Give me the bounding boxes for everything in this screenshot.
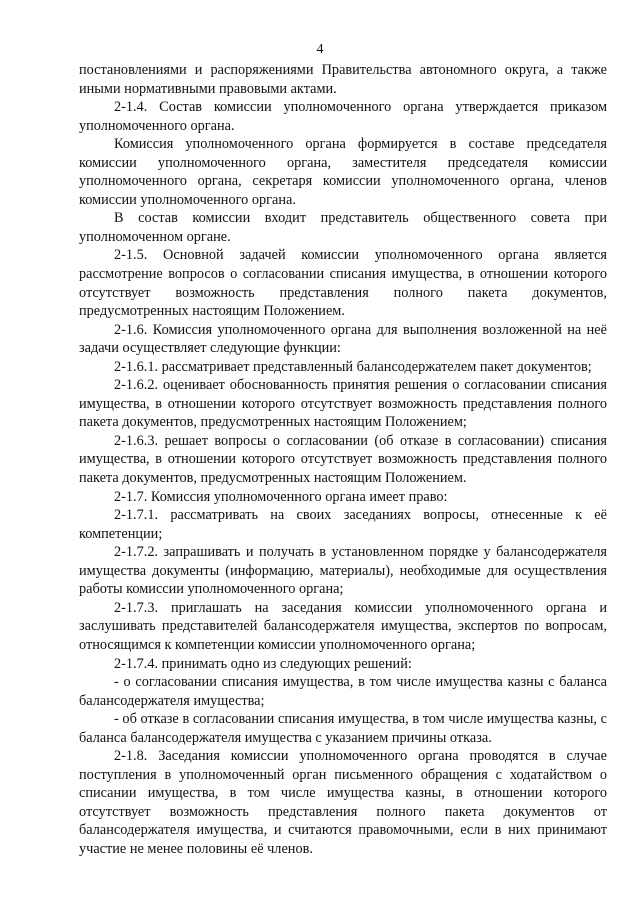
paragraph-2-1-6-1: 2-1.6.1. рассматривает представленный балансодержателем пакет документов;: [114, 358, 592, 375]
paragraph-2-1-6: 2-1.6. Комиссия уполномоченного органа для выполнения возложенной на неё задачи осуществляет следующие функции:: [79, 321, 607, 357]
paragraph-2-1-6-2: 2-1.6.2. оценивает обоснованность принятия решения о согласовании списания имущества, в отношении которого отсутствует возможность представления полного пакета документов, предусмотренных настоящим Положением;: [79, 377, 607, 431]
paragraph-commission-composition: Комиссия уполномоченного органа формируется в составе председателя комиссии уполномоченного органа, заместителя председателя комиссии уполномоченного органа, секретаря комиссии уполномоченного органа, членов комиссии уполномоченного органа.: [79, 136, 607, 208]
paragraph-public-council: В состав комиссии входит представитель общественного совета при уполномоченном органе.: [79, 210, 607, 245]
list-item-approval: - о согласовании списания имущества, в том числе имущества казны с баланса балансодержателя имущества;: [79, 674, 607, 709]
paragraph-2-1-6-3: 2-1.6.3. решает вопросы о согласовании (об отказе в согласовании) списания имущества, в отношении которого отсутствует возможность представления полного пакета документов, предусмотренных настоящим Положением.: [79, 432, 607, 487]
document-body: [79, 61, 607, 859]
paragraph-2-1-5: 2-1.5. Основной задачей комиссии уполномоченного органа является рассмотрение вопросов о согласовании списания имущества, в отношении которого отсутствует возможность представления полного пакета документов, предусмотренных настоящим Положением.: [79, 247, 607, 320]
paragraph-2-1-8: 2-1.8. Заседания комиссии уполномоченного органа проводятся в случае поступления в уполномоченный орган письменного обращения с ходатайством о списании имущества, в том числе имущества казны, в отношении которого отсутствует возможность представления полного пакета документов от балансодержателя имущества, и считаются правомочными, если в них принимают участие не менее половины её членов.: [79, 748, 607, 857]
paragraph-2-1-7-2: 2-1.7.2. запрашивать и получать в установленном порядке у балансодержателя имущества документы (информацию, материалы), необходимые для осуществления работы комиссии уполномоченного органа;: [79, 544, 607, 598]
list-item-refusal: - об отказе в согласовании списания имущества, в том числе имущества казны, с баланса балансодержателя имущества с указанием причины отказа.: [79, 711, 607, 746]
paragraph-2-1-4: 2-1.4. Состав комиссии уполномоченного органа утверждается приказом уполномоченного органа.: [79, 99, 607, 134]
paragraph-continuation: постановлениями и распоряжениями Правительства автономного округа, а также иными нормативными правовыми актами.: [79, 62, 607, 97]
paragraph-2-1-7-3: 2-1.7.3. приглашать на заседания комиссии уполномоченного органа и заслушивать представителей балансодержателя имущества, экспертов по вопросам, относящимся к компетенции комиссии уполномоченного органа;: [79, 599, 607, 653]
paragraph-2-1-7-1: 2-1.7.1. рассматривать на своих заседаниях вопросы, отнесенные к её компетенции;: [79, 507, 607, 542]
paragraph-2-1-7-4: 2-1.7.4. принимать одно из следующих решений:: [114, 655, 412, 672]
page-number: 4: [316, 42, 324, 57]
paragraph-2-1-7: 2-1.7. Комиссия уполномоченного органа имеет право:: [114, 488, 448, 505]
